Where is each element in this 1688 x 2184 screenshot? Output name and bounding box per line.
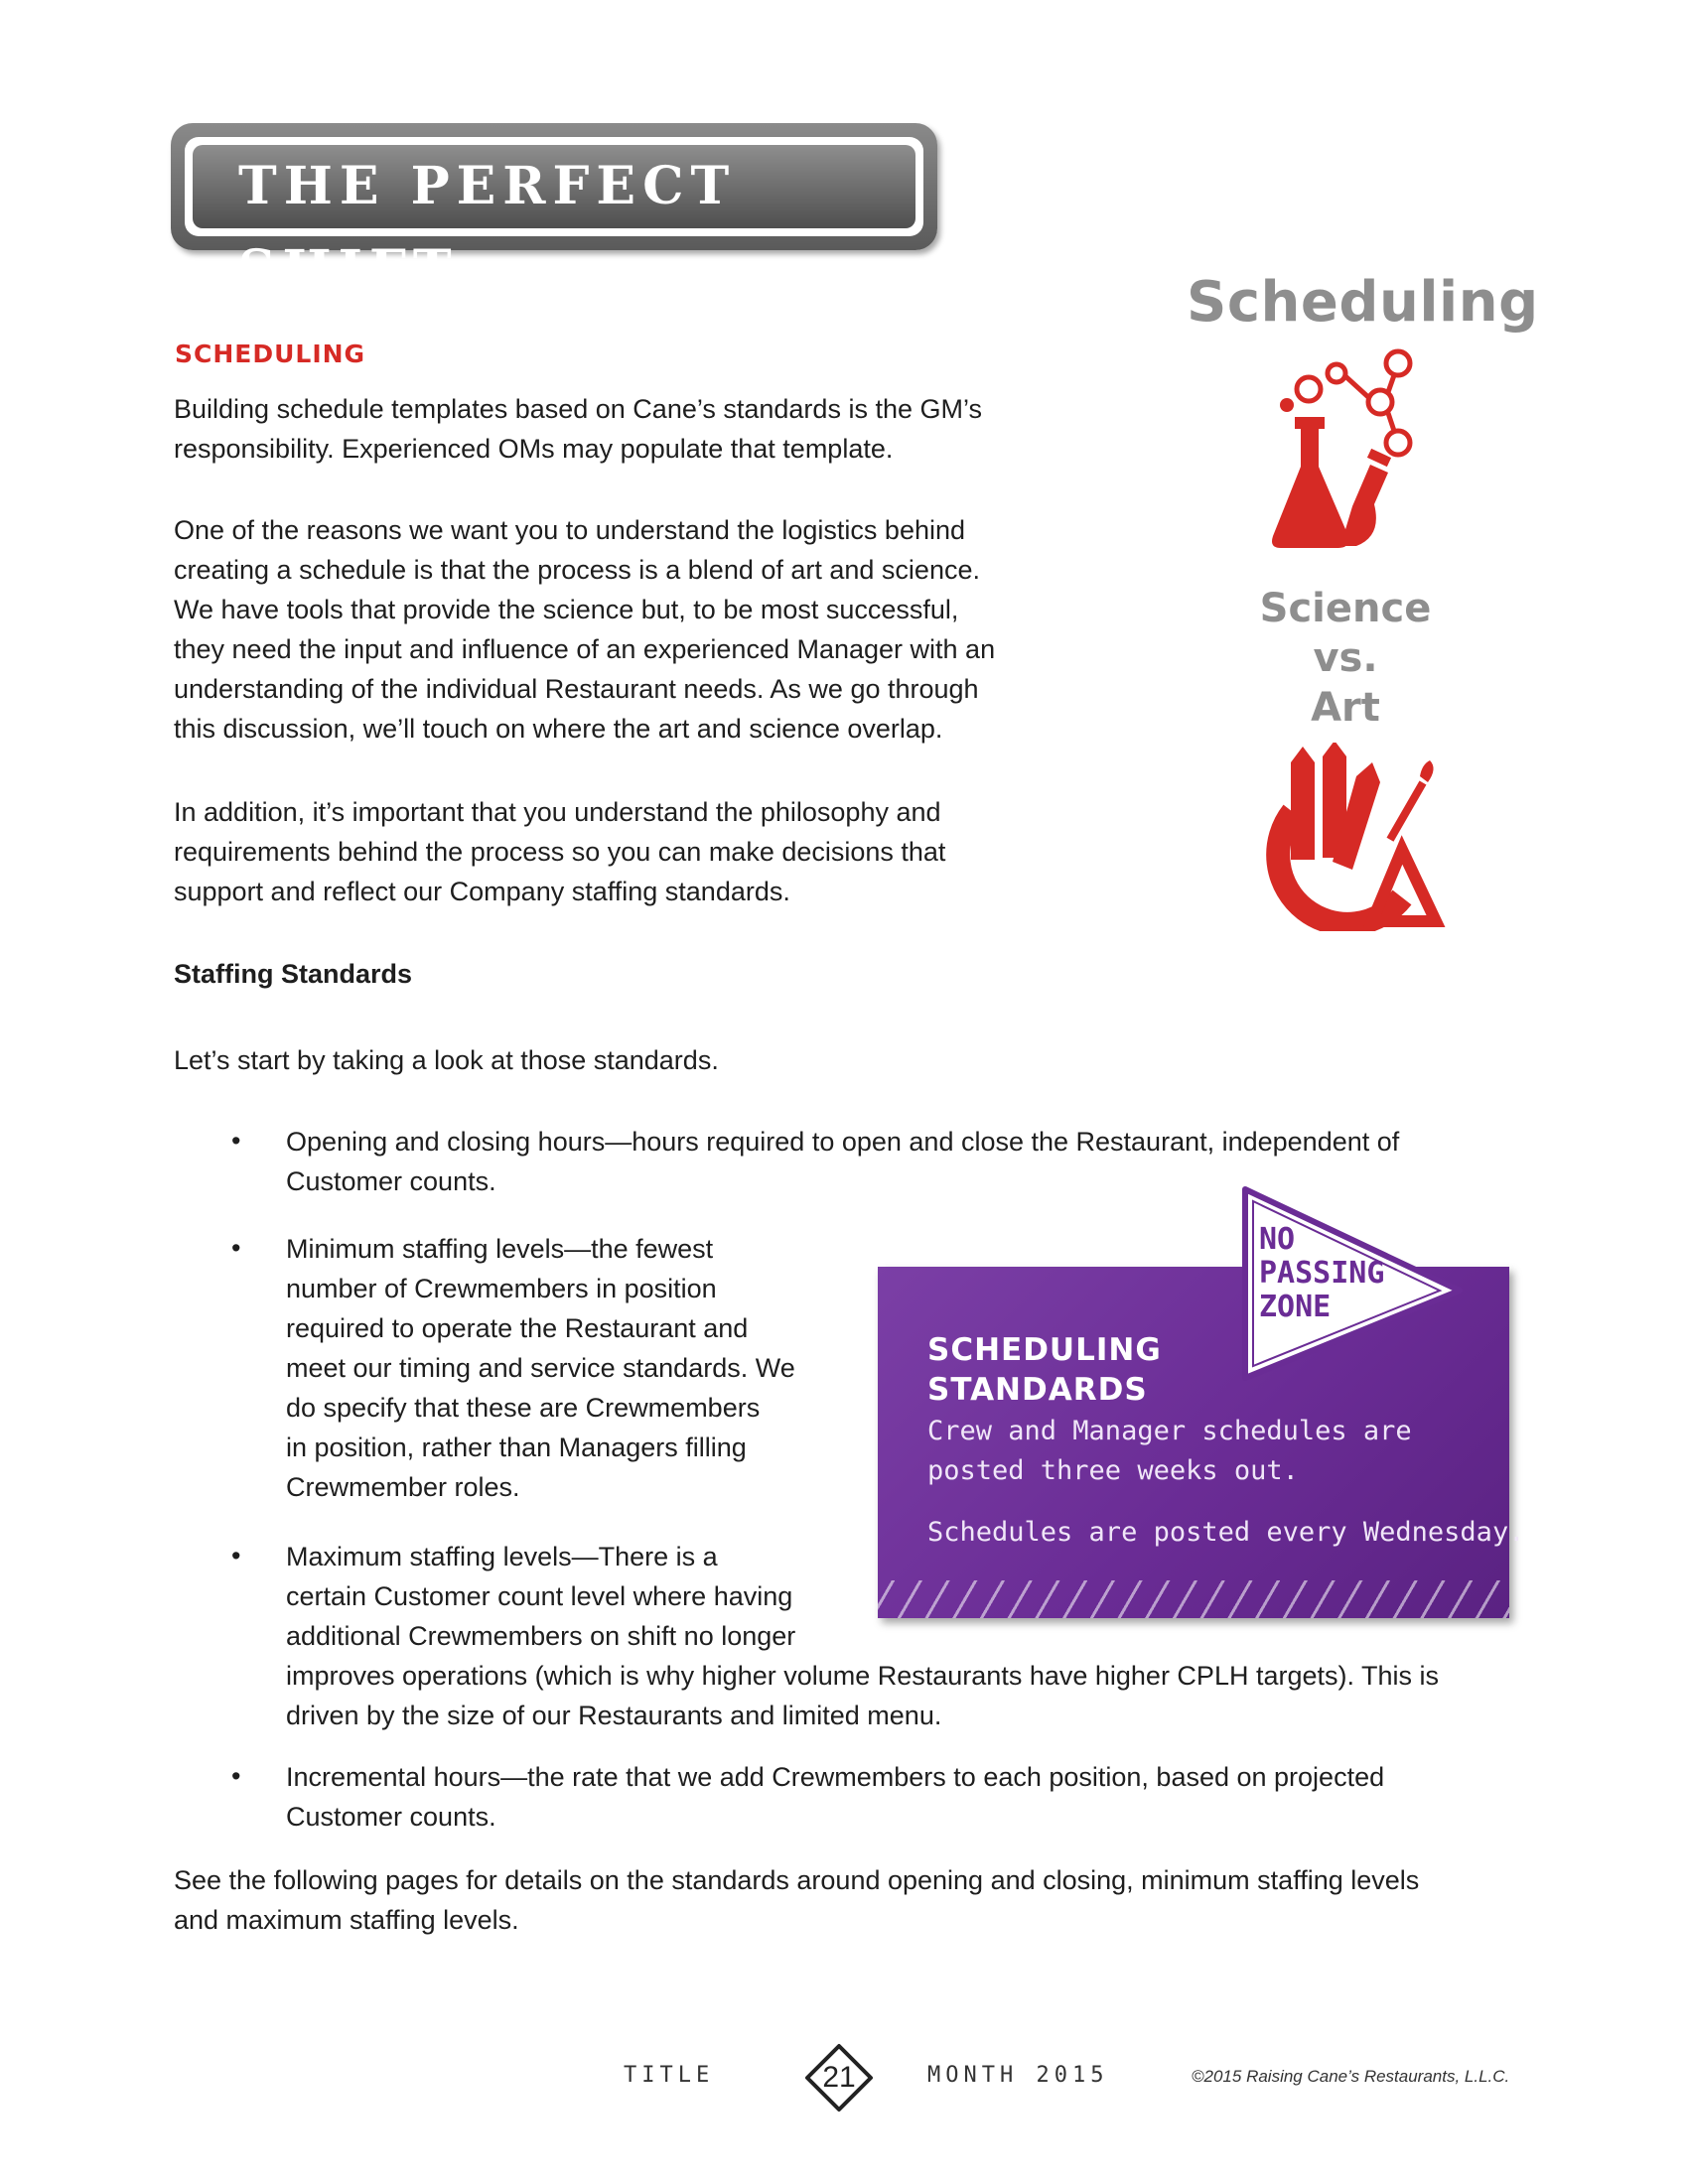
- callout-title-line: SCHEDULING: [927, 1332, 1162, 1368]
- paragraph-1: [174, 389, 1067, 469]
- text-line: Customer counts.: [286, 1166, 496, 1196]
- science-flask-icon: [1271, 347, 1430, 566]
- text-line: do specify that these are Crewmembers: [286, 1393, 761, 1423]
- text-line: Minimum staffing levels—the fewest: [286, 1234, 714, 1264]
- bullet-marker: •: [231, 1126, 241, 1156]
- text-line: driven by the size of our Restaurants and limited menu.: [286, 1701, 942, 1730]
- text-line: and maximum staffing levels.: [174, 1905, 519, 1935]
- pennant-text: [1259, 1223, 1384, 1324]
- bullet-marker: •: [231, 1541, 241, 1570]
- bullet-marker: •: [231, 1761, 241, 1791]
- science-label: Science: [1259, 586, 1432, 631]
- text-line: additional Crewmembers on shift no longer: [286, 1621, 796, 1651]
- section-heading: SCHEDULING: [175, 340, 366, 368]
- text-line: certain Customer count level where having: [286, 1581, 793, 1611]
- text-line: One of the reasons we want you to understand the logistics behind: [174, 515, 966, 545]
- bullet-item-2: [286, 1229, 862, 1507]
- text-line: Crewmember roles.: [286, 1472, 520, 1502]
- text-line: We have tools that provide the science but, to be most successful,: [174, 595, 959, 624]
- sidebar-title: Scheduling: [1187, 270, 1539, 335]
- page-number: 21: [822, 2061, 856, 2094]
- text-line: in position, rather than Managers filling: [286, 1433, 747, 1462]
- text-line: In addition, it’s important that you understand the philosophy and: [174, 797, 941, 827]
- text-line: Customer counts.: [286, 1802, 496, 1832]
- paragraph-3: [174, 792, 1067, 911]
- text-line: Opening and closing hours—hours required to open and close the Restaurant, independent of: [286, 1127, 1400, 1157]
- text-line: See the following pages for details on the standards around opening and closing, minimum staffing levels: [174, 1865, 1420, 1895]
- text-line: they need the input and influence of an experienced Manager with an: [174, 634, 996, 664]
- text-line: improves operations (which is why higher volume Restaurants have higher CPLH targets). This is: [286, 1661, 1440, 1691]
- pennant-line: PASSING: [1259, 1256, 1385, 1291]
- text-line: support and reflect our Company staffing standards.: [174, 877, 790, 906]
- callout-note: Schedules are posted every Wednesday.: [927, 1517, 1525, 1548]
- vs-label: vs.: [1313, 635, 1378, 681]
- text-line: Maximum staffing levels—There is a: [286, 1542, 718, 1571]
- callout-line: Crew and Manager schedules are: [927, 1416, 1412, 1446]
- pennant-line: NO: [1259, 1222, 1296, 1257]
- text-line: requirements behind the process so you can make decisions that: [174, 837, 946, 867]
- text-line: understanding of the individual Restaurant needs. As we go through: [174, 674, 979, 704]
- bullet-marker: •: [231, 1233, 241, 1263]
- copyright: ©2015 Raising Cane’s Restaurants, L.L.C.: [1192, 2067, 1510, 2086]
- intro-text: Let’s start by taking a look at those standards.: [174, 1045, 719, 1075]
- text-line: Building schedule templates based on Cane’s standards is the GM’s: [174, 394, 982, 424]
- text-line: meet our timing and service standards. We: [286, 1353, 795, 1383]
- science-vs-art: [1187, 584, 1504, 733]
- bullet-item-4: [286, 1757, 1517, 1837]
- text-line: this discussion, we’ll touch on where the art and science overlap.: [174, 714, 943, 744]
- text-line: Incremental hours—the rate that we add Crewmembers to each position, based on projected: [286, 1762, 1385, 1792]
- footer-title: TITLE: [624, 2063, 715, 2088]
- paragraph-2: [174, 510, 1067, 749]
- text-line: number of Crewmembers in position: [286, 1274, 717, 1303]
- art-tools-icon: [1253, 743, 1452, 931]
- callout-stripes: [878, 1580, 1509, 1618]
- art-label: Art: [1311, 685, 1380, 731]
- footer-date: MONTH 2015: [927, 2063, 1109, 2088]
- callout-title: [927, 1330, 1162, 1410]
- pennant-line: ZONE: [1259, 1290, 1332, 1324]
- callout-body: [927, 1412, 1412, 1491]
- closing-paragraph: [174, 1860, 1564, 1940]
- callout-line: posted three weeks out.: [927, 1455, 1299, 1486]
- text-line: responsibility. Experienced OMs may populate that template.: [174, 434, 894, 464]
- sub-heading: Staffing Standards: [174, 959, 413, 989]
- callout-title-line: STANDARDS: [927, 1372, 1148, 1408]
- page-title: THE PERFECT SHIFT: [238, 156, 737, 300]
- text-line: creating a schedule is that the process is a blend of art and science.: [174, 555, 980, 585]
- text-line: required to operate the Restaurant and: [286, 1313, 749, 1343]
